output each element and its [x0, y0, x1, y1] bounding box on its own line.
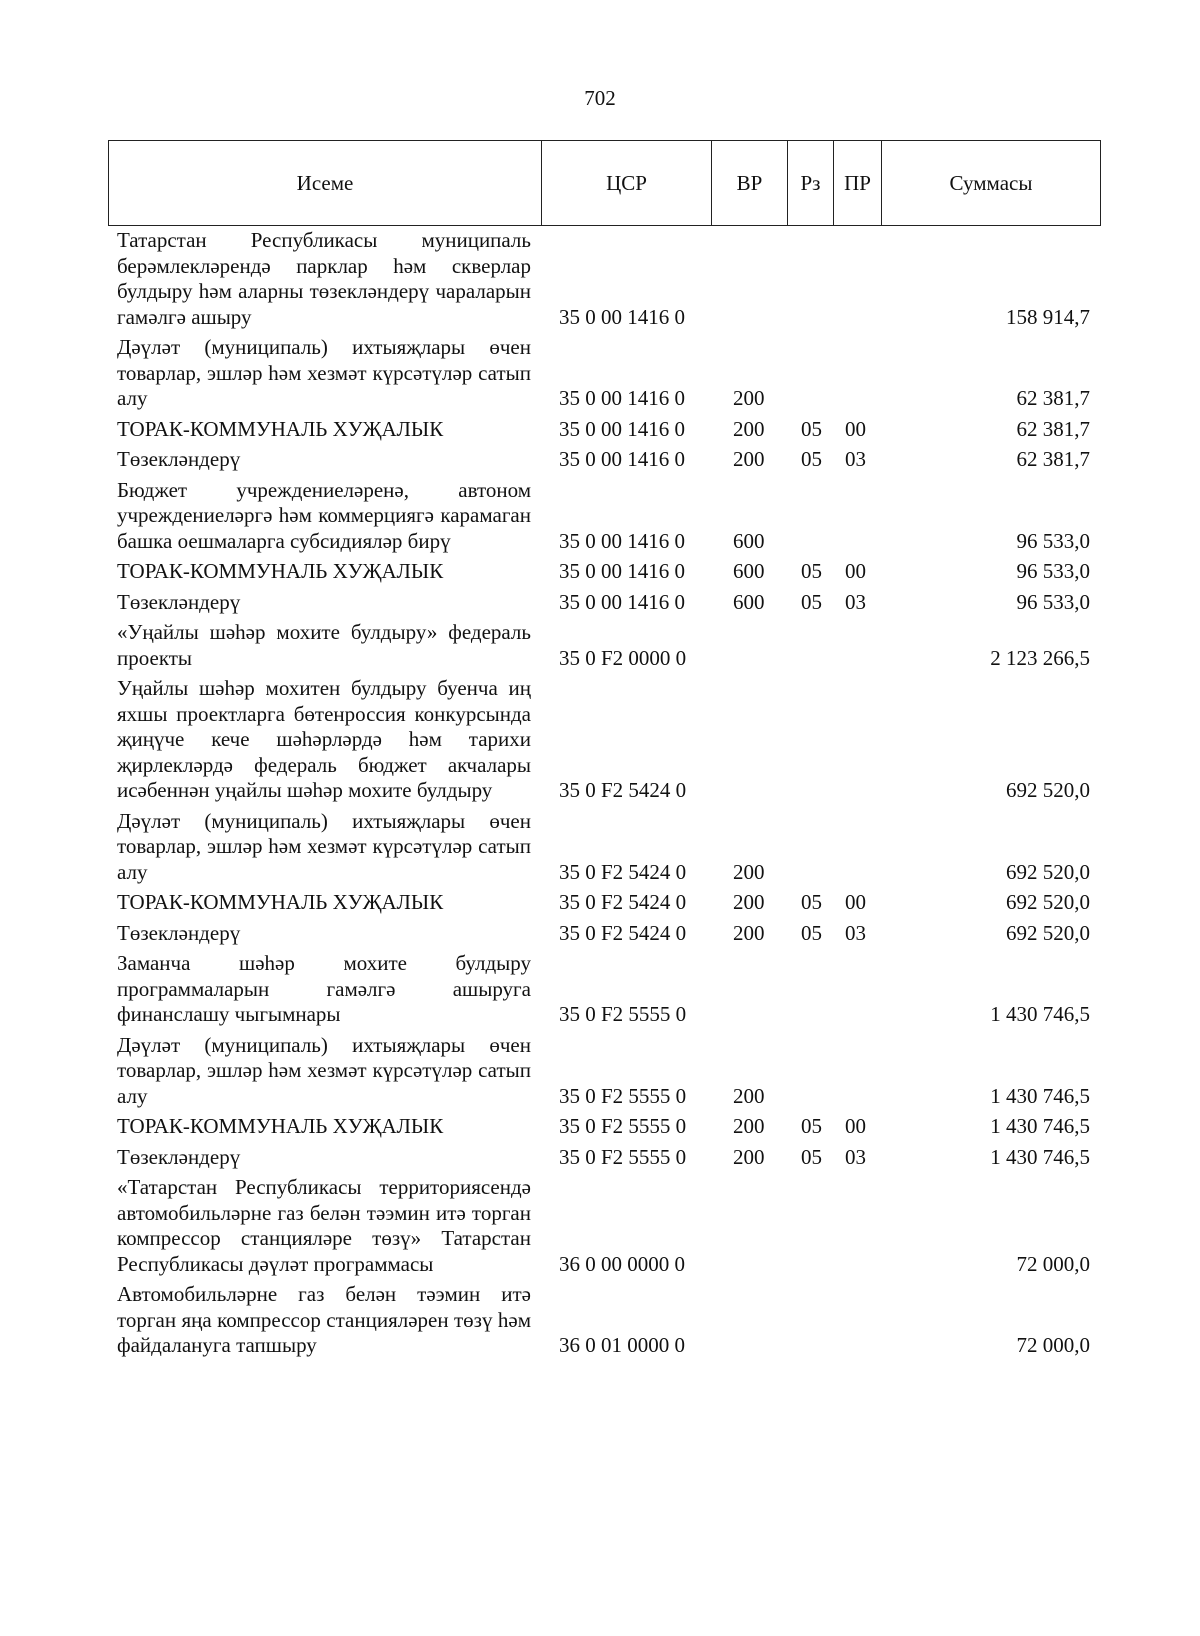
table-row [108, 478, 1100, 560]
cell-rz [787, 228, 833, 335]
cell-sum: 692 520,0 [1006, 859, 1090, 884]
cell-pr [833, 228, 881, 335]
cell-vr: 200 [733, 859, 765, 884]
cell-pr [833, 676, 881, 809]
cell-vr: 200 [733, 1144, 765, 1169]
cell-rz [787, 1175, 833, 1282]
cell-name: «Татарстан Республикасы территориясендә автомобильләрне газ белән тәэмин итә торган компрессор станцияләре төзү» Татарстан Республикасы дәүләт программасы [117, 1175, 531, 1276]
table-body [108, 228, 1100, 1364]
cell-csr: 35 0 F2 5424 0 [559, 778, 687, 802]
cell-sum: 1 430 746,5 [990, 1144, 1090, 1169]
cell-pr [833, 809, 881, 891]
cell-csr: 35 0 00 1416 0 [559, 447, 685, 471]
cell-pr: 03 [845, 589, 866, 614]
cell-vr: 200 [733, 1114, 765, 1138]
cell-name: Төзекләндерү [117, 589, 241, 614]
cell-name: Бюджет учреждениеләренә, автоном учреждениеләргә һәм коммерциягә карамаган башка оешмаларга субсидияләр бирү [117, 477, 531, 553]
cell-rz [787, 809, 833, 891]
cell-pr: 00 [845, 890, 866, 914]
cell-name: Дәүләт (муниципаль) ихтыяҗлары өчен товарлар, эшләр һәм хезмәт күрсәтүләр сатып алу [117, 1032, 531, 1108]
cell-vr [711, 676, 787, 809]
table-row [108, 590, 1100, 621]
cell-name: Уңайлы шәһәр мохитен булдыру буенча иң яхшы проектларга бөтенроссия конкурсында җиңүче кече шәһәрләрдә һәм тарихи җирлекләрдә федераль бюджет акчалары исәбеннән уңайлы шәһәр мохите булдыру [117, 676, 531, 802]
cell-vr [711, 620, 787, 676]
header-rz: Рз [788, 141, 834, 226]
cell-rz [787, 620, 833, 676]
cell-csr: 35 0 00 1416 0 [559, 416, 685, 441]
cell-vr: 600 [733, 528, 765, 553]
cell-sum: 96 533,0 [1016, 589, 1090, 614]
cell-name: ТОРАК-КОММУНАЛЬ ХУҖАЛЫК [117, 1114, 444, 1138]
header-sum: Суммасы [882, 141, 1101, 226]
cell-rz: 05 [801, 559, 822, 583]
cell-sum: 2 123 266,5 [990, 645, 1090, 670]
cell-pr: 00 [845, 1114, 866, 1138]
table-row [108, 1033, 1100, 1115]
table-row [108, 951, 1100, 1033]
cell-pr [833, 1175, 881, 1282]
cell-sum: 692 520,0 [1006, 778, 1090, 802]
cell-csr: 35 0 F2 5424 0 [559, 920, 687, 945]
table-header [108, 140, 1101, 226]
cell-sum: 1 430 746,5 [990, 1002, 1090, 1026]
cell-csr: 35 0 00 1416 0 [559, 559, 685, 583]
cell-rz [787, 1033, 833, 1115]
cell-vr: 200 [733, 920, 765, 945]
table-row [108, 921, 1100, 952]
table-row [108, 1145, 1100, 1176]
cell-name: Төзекләндерү [117, 447, 241, 471]
table-row [108, 335, 1100, 417]
cell-rz [787, 951, 833, 1033]
table-row [108, 890, 1100, 921]
cell-sum: 72 000,0 [1016, 1251, 1090, 1276]
cell-name: ТОРАК-КОММУНАЛЬ ХУҖАЛЫК [117, 559, 444, 583]
cell-csr: 36 0 00 0000 0 [559, 1251, 685, 1276]
table-row [108, 228, 1100, 335]
cell-pr [833, 1033, 881, 1115]
table-row [108, 1114, 1100, 1145]
cell-rz: 05 [801, 447, 822, 471]
cell-csr: 35 0 F2 5555 0 [559, 1083, 687, 1108]
header-vr: ВР [712, 141, 788, 226]
cell-name: Төзекләндерү [117, 920, 241, 945]
cell-sum: 62 381,7 [1016, 447, 1090, 471]
cell-pr: 03 [845, 447, 866, 471]
table-row [108, 447, 1100, 478]
cell-vr [711, 1282, 787, 1364]
cell-vr: 600 [733, 559, 765, 583]
cell-pr: 00 [845, 416, 866, 441]
cell-csr: 35 0 F2 5424 0 [559, 890, 687, 914]
cell-name: Дәүләт (муниципаль) ихтыяҗлары өчен товарлар, эшләр һәм хезмәт күрсәтүләр сатып алу [117, 335, 531, 410]
cell-pr [833, 951, 881, 1033]
cell-csr: 35 0 F2 5555 0 [559, 1002, 687, 1026]
table-row [108, 417, 1100, 448]
cell-sum: 692 520,0 [1006, 890, 1090, 914]
cell-rz [787, 1282, 833, 1364]
cell-pr: 03 [845, 1144, 866, 1169]
page-number: 702 [584, 86, 616, 110]
cell-name: Татарстан Республикасы муниципаль берәмлекләрендә парклар һәм скверлар булдыру һәм аларны төзекләндерү чараларын гамәлгә ашыру [117, 228, 531, 329]
cell-sum: 1 430 746,5 [990, 1083, 1090, 1108]
cell-rz [787, 478, 833, 560]
cell-vr [711, 228, 787, 335]
cell-vr [711, 951, 787, 1033]
table-row [108, 676, 1100, 809]
table-row [108, 1175, 1100, 1282]
cell-name: Төзекләндерү [117, 1144, 241, 1169]
cell-pr [833, 1282, 881, 1364]
cell-pr [833, 478, 881, 560]
cell-csr: 35 0 F2 5555 0 [559, 1144, 687, 1169]
header-name: Исеме [109, 141, 542, 226]
cell-pr [833, 335, 881, 417]
cell-sum: 158 914,7 [1006, 304, 1090, 329]
budget-table [108, 228, 1100, 1364]
cell-sum: 96 533,0 [1016, 528, 1090, 553]
cell-rz: 05 [801, 1144, 822, 1169]
cell-csr: 35 0 00 1416 0 [559, 589, 685, 614]
cell-name: Заманча шәһәр мохите булдыру программаларын гамәлгә ашыруга финанслашу чыгымнары [117, 951, 531, 1026]
cell-sum: 62 381,7 [1016, 416, 1090, 441]
cell-rz [787, 676, 833, 809]
cell-sum: 72 000,0 [1016, 1333, 1090, 1357]
cell-rz: 05 [801, 589, 822, 614]
cell-csr: 35 0 F2 5424 0 [559, 859, 687, 884]
cell-sum: 96 533,0 [1016, 559, 1090, 583]
cell-csr: 36 0 01 0000 0 [559, 1333, 685, 1357]
cell-rz: 05 [801, 1114, 822, 1138]
cell-vr: 200 [733, 416, 765, 441]
cell-csr: 35 0 00 1416 0 [559, 304, 685, 329]
cell-name: Дәүләт (муниципаль) ихтыяҗлары өчен товарлар, эшләр һәм хезмәт күрсәтүләр сатып алу [117, 808, 531, 884]
cell-vr: 200 [733, 447, 765, 471]
header-csr: ЦСР [542, 141, 712, 226]
cell-name: ТОРАК-КОММУНАЛЬ ХУҖАЛЫК [117, 890, 444, 914]
cell-vr: 200 [733, 890, 765, 914]
cell-csr: 35 0 00 1416 0 [559, 528, 685, 553]
cell-pr: 00 [845, 559, 866, 583]
cell-vr [711, 1175, 787, 1282]
header-pr: ПР [834, 141, 882, 226]
cell-csr: 35 0 00 1416 0 [559, 386, 685, 410]
cell-csr: 35 0 F2 5555 0 [559, 1114, 687, 1138]
cell-rz: 05 [801, 890, 822, 914]
cell-name: ТОРАК-КОММУНАЛЬ ХУҖАЛЫК [117, 416, 444, 441]
cell-rz: 05 [801, 920, 822, 945]
cell-name: Автомобильләрне газ белән тәэмин итә торган яңа компрессор станцияләрен төзү һәм файдалануга тапшыру [117, 1282, 531, 1357]
table-row [108, 809, 1100, 891]
cell-csr: 35 0 F2 0000 0 [559, 645, 687, 670]
cell-sum: 692 520,0 [1006, 920, 1090, 945]
cell-sum: 62 381,7 [1016, 386, 1090, 410]
table-row [108, 620, 1100, 676]
cell-vr: 600 [733, 589, 765, 614]
cell-pr: 03 [845, 920, 866, 945]
table-row [108, 1282, 1100, 1364]
cell-sum: 1 430 746,5 [990, 1114, 1090, 1138]
cell-name: «Уңайлы шәһәр мохите булдыру» федераль проекты [117, 620, 531, 670]
cell-rz: 05 [801, 416, 822, 441]
cell-rz [787, 335, 833, 417]
cell-pr [833, 620, 881, 676]
cell-vr: 200 [733, 1083, 765, 1108]
table-row [108, 559, 1100, 590]
cell-vr: 200 [733, 386, 765, 410]
